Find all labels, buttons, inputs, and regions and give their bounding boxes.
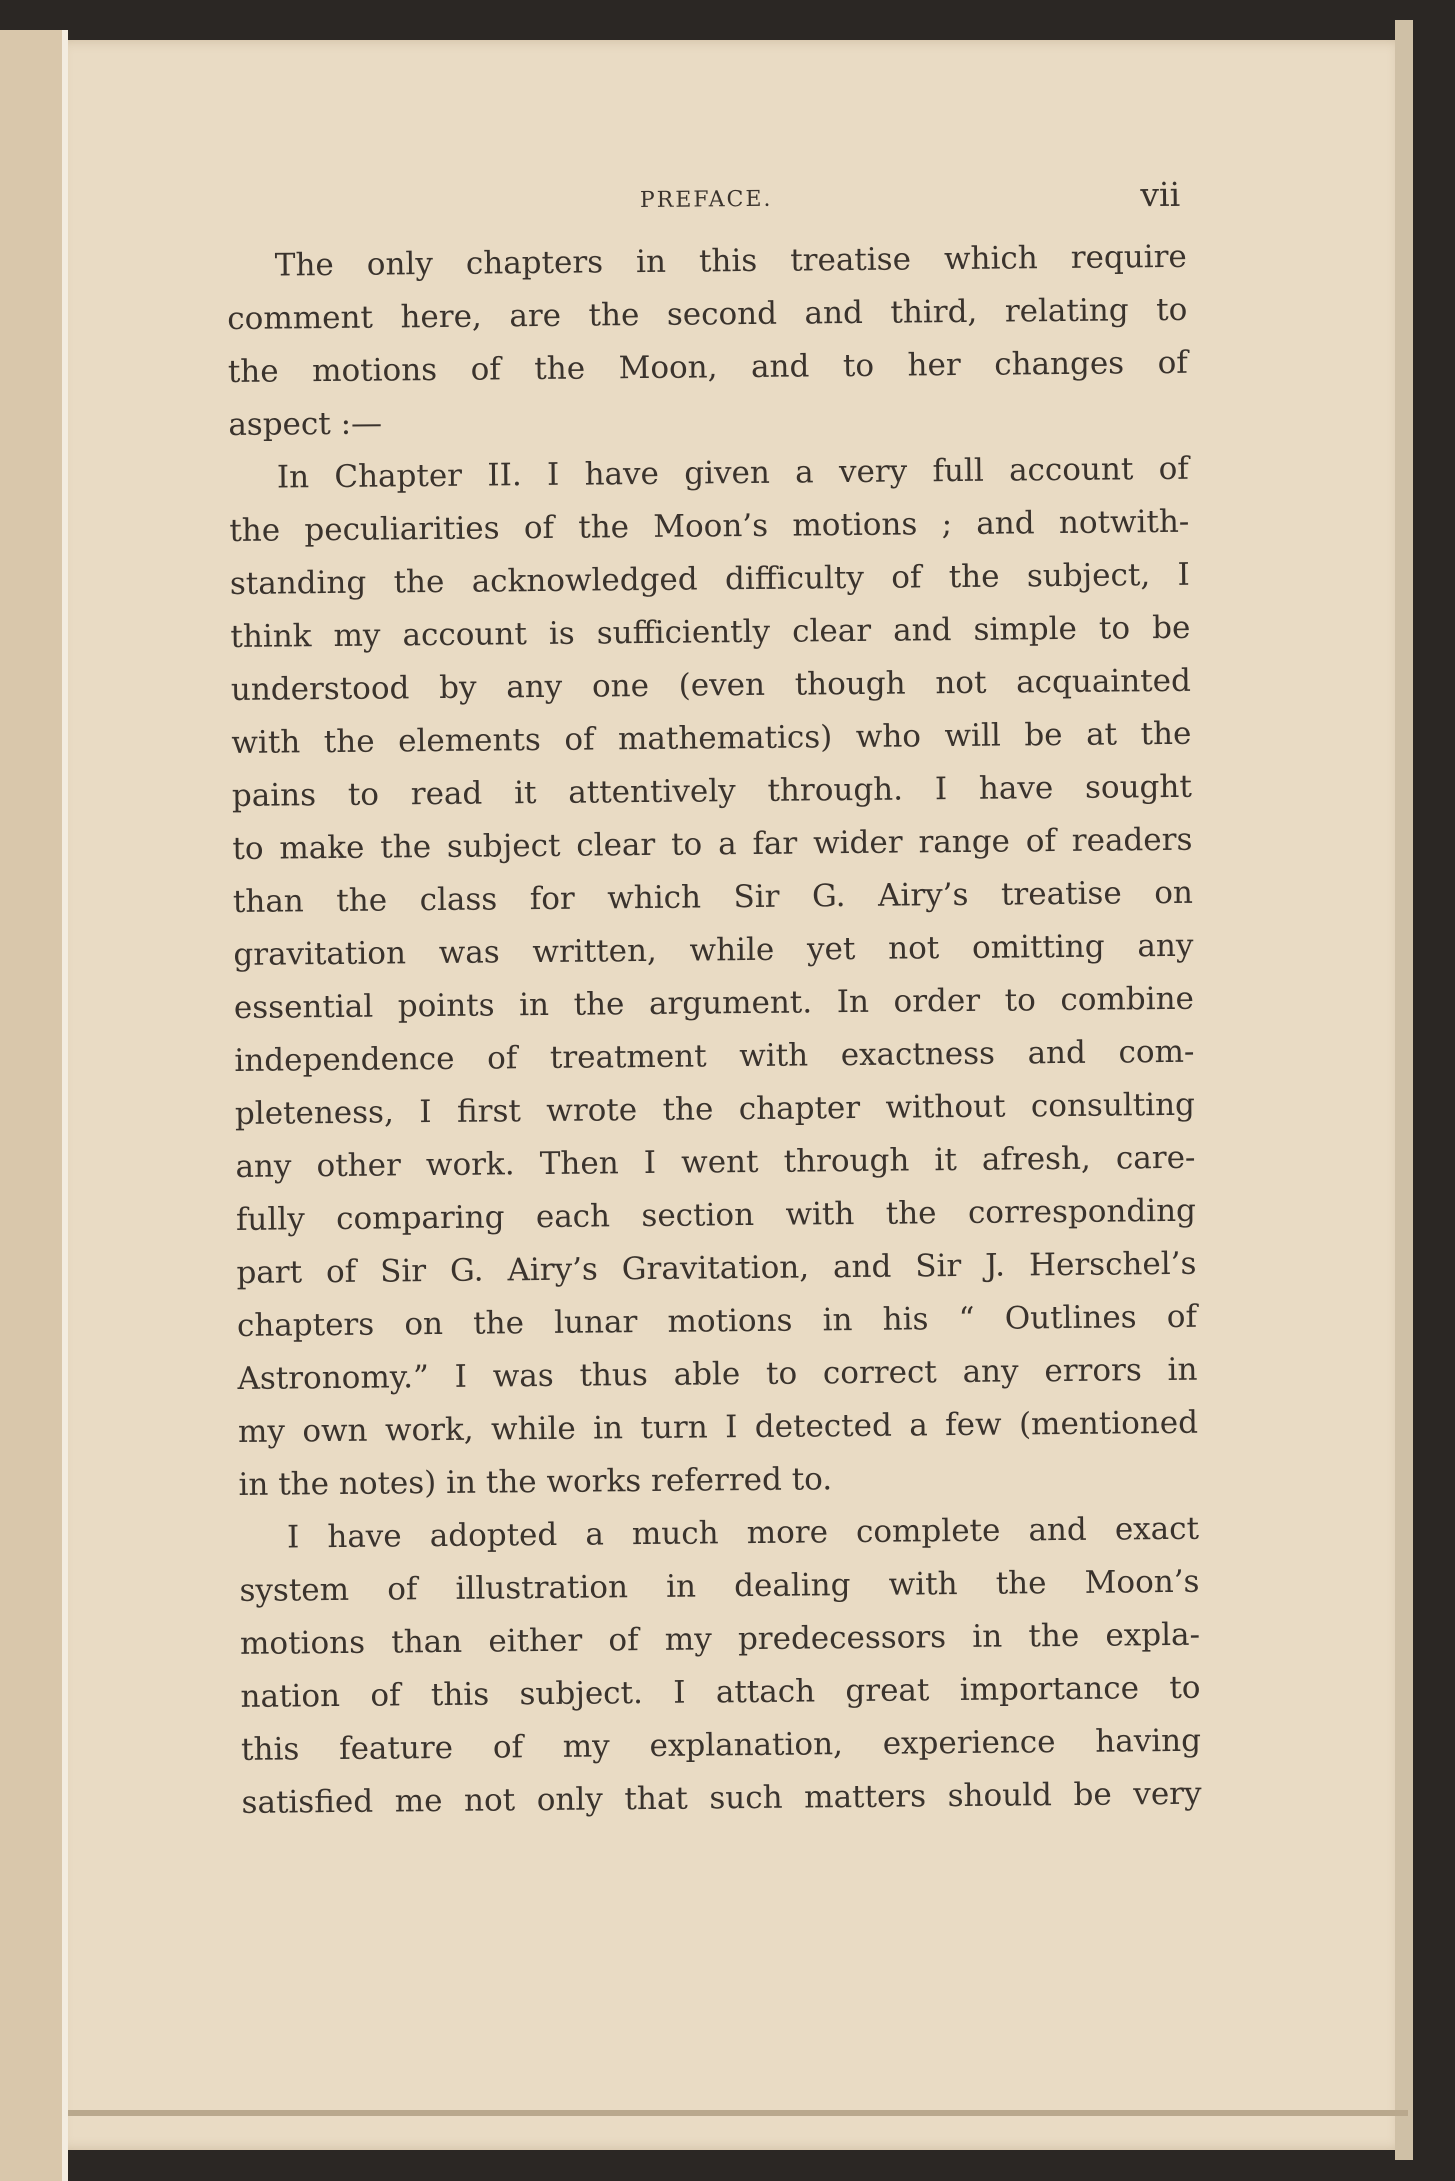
text-line: essential points in the argument. In order to combine xyxy=(233,980,1195,1026)
paragraph-3 xyxy=(239,1503,1202,1830)
text-line: with the elements of mathematics) who will be at the xyxy=(231,715,1192,761)
facing-page-edge xyxy=(0,30,68,2181)
page-bottom-edge xyxy=(68,2110,1408,2116)
page-number: vii xyxy=(1140,174,1181,215)
text-line: Astronomy.” I was thus able to correct any errors in xyxy=(237,1351,1198,1397)
text-line: part of Sir G. Airy’s Gravitation, and Sir J. Herschel’s xyxy=(236,1245,1197,1291)
text-line: understood by any one (even though not acquainted xyxy=(230,662,1192,708)
text-line: In Chapter II. I have given a very full account of xyxy=(276,450,1189,496)
text-line: aspect :— xyxy=(228,405,383,443)
text-line: think my account is sufficiently clear and simple to be xyxy=(230,609,1191,655)
text-line: my own work, while in turn I detected a few (mentioned xyxy=(237,1404,1199,1450)
text-line: pains to read it attentively through. I have sought xyxy=(231,768,1193,814)
text-line: the motions of the Moon, and to her changes of xyxy=(227,344,1188,390)
text-line: comment here, are the second and third, relating to xyxy=(227,291,1188,337)
paragraph-2 xyxy=(229,443,1199,1512)
text-line: chapters on the lunar motions in his “ Outlines of xyxy=(236,1298,1198,1344)
text-line: nation of this subject. I attach great importance to xyxy=(240,1669,1201,1715)
text-line: I have adopted a much more complete and exact xyxy=(286,1510,1200,1556)
text-line: independence of treatment with exactness and com- xyxy=(234,1033,1195,1079)
page-header xyxy=(226,171,1187,240)
page-fore-edge xyxy=(1395,20,1413,2160)
text-line: this feature of my explanation, experience having xyxy=(240,1722,1202,1768)
text-line: system of illustration in dealing with the Moon’s xyxy=(239,1563,1200,1609)
text-line: the peculiarities of the Moon’s motions ; and notwith- xyxy=(229,503,1190,549)
text-line: to make the subject clear to a far wider range of readers xyxy=(232,821,1193,867)
text-line: in the notes) in the works referred to. xyxy=(238,1461,833,1503)
text-line: fully comparing each section with the corresponding xyxy=(235,1192,1197,1238)
page-content xyxy=(226,171,1202,1830)
text-line: The only chapters in this treatise which require xyxy=(274,238,1187,284)
paragraph-1 xyxy=(227,231,1189,452)
text-line: satisfied me not only that such matters should be very xyxy=(241,1775,1202,1821)
text-line: gravitation was written, while yet not omitting any xyxy=(233,927,1194,973)
text-line: motions than either of my predecessors in the expla- xyxy=(239,1616,1201,1662)
text-line: any other work. Then I went through it afresh, care- xyxy=(235,1139,1196,1185)
text-line: pleteness, I first wrote the chapter without consulting xyxy=(234,1086,1196,1132)
text-line: standing the acknowledged difficulty of the subject, I xyxy=(229,556,1191,602)
text-line: than the class for which Sir G. Airy’s treatise on xyxy=(232,874,1194,920)
running-head: PREFACE. xyxy=(639,186,773,214)
